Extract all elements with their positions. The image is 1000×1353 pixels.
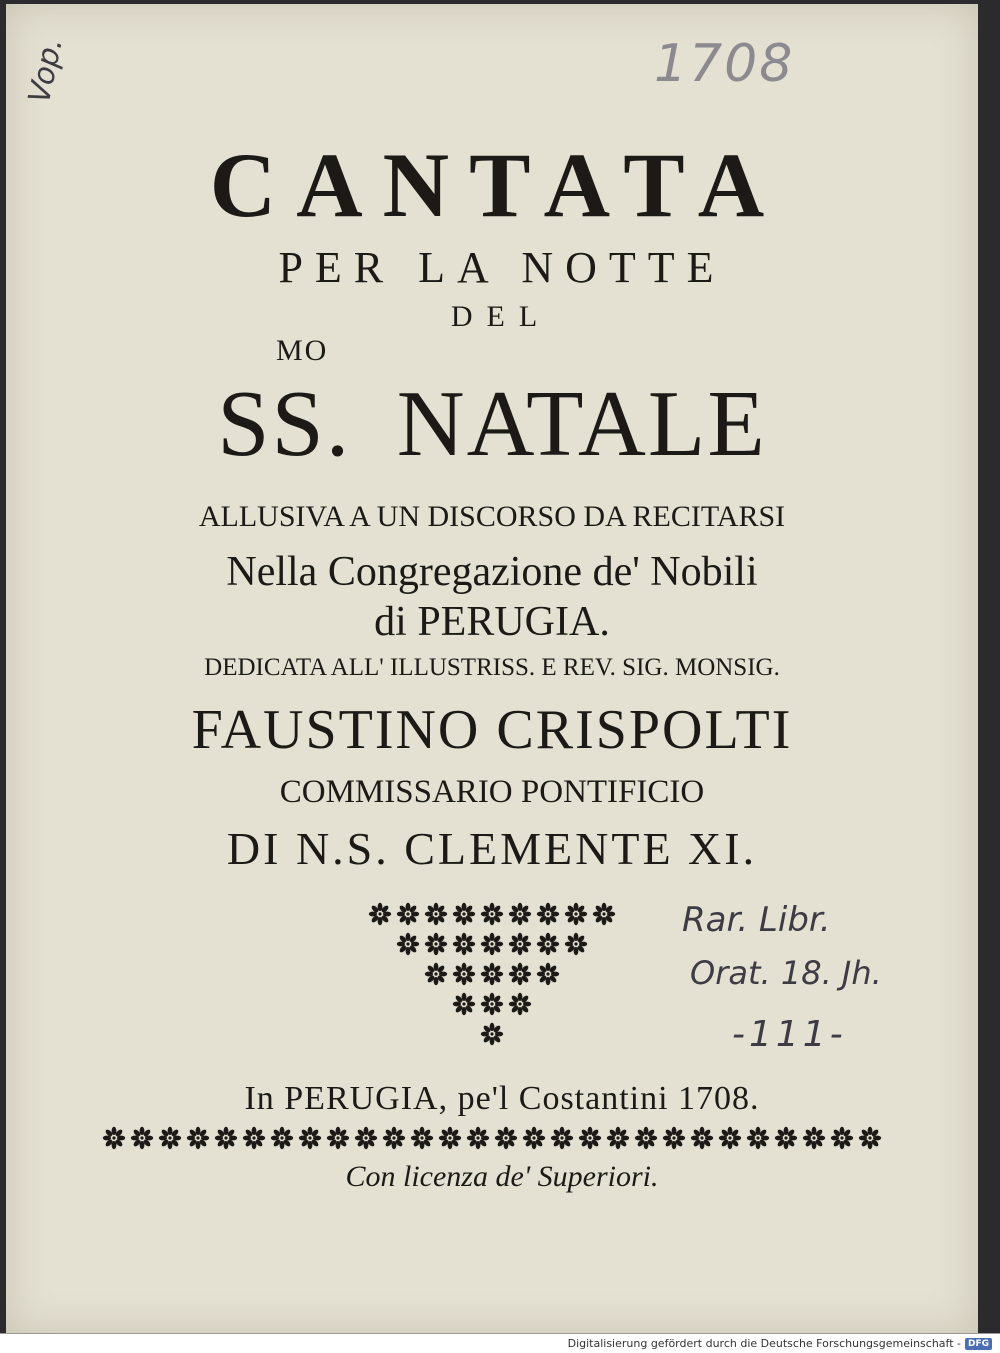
flower-ornament-icon — [480, 1022, 504, 1046]
handwritten-year: 1708 — [654, 34, 795, 94]
footer-bar — [0, 1333, 1000, 1353]
flower-ornament-icon — [480, 992, 504, 1016]
flower-ornament-icon — [158, 1126, 182, 1150]
flower-ornament-icon — [424, 962, 448, 986]
handwritten-note-top-left: Vop. — [22, 34, 70, 107]
flower-ornament-icon — [480, 932, 504, 956]
flower-ornament-icon — [662, 1126, 686, 1150]
ornament-row-2 — [6, 932, 978, 956]
flower-ornament-icon — [424, 932, 448, 956]
title-ss-abbr: SS. — [217, 372, 352, 476]
flower-ornament-icon — [746, 1126, 770, 1150]
flower-ornament-icon — [508, 962, 532, 986]
flower-ornament-icon — [536, 932, 560, 956]
di-perugia-line: di PERUGIA. — [374, 599, 610, 645]
flower-ornament-icon — [438, 1126, 462, 1150]
flower-ornament-icon — [298, 1126, 322, 1150]
flower-ornament-icon — [186, 1126, 210, 1150]
flower-ornament-icon — [424, 902, 448, 926]
flower-ornament-icon — [606, 1126, 630, 1150]
flower-ornament-icon — [326, 1126, 350, 1150]
flower-ornament-icon — [466, 1126, 490, 1150]
footer-text: Digitalisierung gefördert durch die Deutsche Forschungsgemeinschaft - — [567, 1337, 961, 1350]
flower-ornament-icon — [564, 902, 588, 926]
flower-ornament-icon — [452, 932, 476, 956]
flower-ornament-icon — [452, 962, 476, 986]
flower-ornament-icon — [270, 1126, 294, 1150]
flower-ornament-icon — [452, 992, 476, 1016]
title-cantata: CANTATA — [209, 134, 785, 236]
flower-ornament-icon — [452, 902, 476, 926]
dfg-logo: DFG — [965, 1338, 992, 1350]
flower-ornament-icon — [508, 992, 532, 1016]
commissario-line: COMMISSARIO PONTIFICIO — [279, 774, 705, 810]
nella-congregazione-line: Nella Congregazione de' Nobili — [226, 549, 758, 595]
flower-ornament-icon — [522, 1126, 546, 1150]
flower-ornament-icon — [634, 1126, 658, 1150]
flower-ornament-icon — [354, 1126, 378, 1150]
allusiva-line: ALLUSIVA A UN DISCORSO DA RECITARSI — [198, 500, 786, 533]
flower-ornament-icon — [858, 1126, 882, 1150]
flower-ornament-icon — [718, 1126, 742, 1150]
title-superscript: MO — [276, 334, 329, 367]
title-natale: NATALE — [396, 372, 767, 476]
title-ss-natale — [6, 370, 978, 478]
shelfmark-line-2: Orat. 18. Jh. — [690, 954, 882, 992]
flower-ornament-icon — [382, 1126, 406, 1150]
imprint-place: In PERUGIA, pe'l Costantini 1708. — [244, 1080, 760, 1117]
title-del: DEL — [450, 300, 552, 333]
flower-ornament-icon — [368, 902, 392, 926]
flower-ornament-icon — [802, 1126, 826, 1150]
flower-ornament-icon — [396, 932, 420, 956]
flower-ornament-icon — [396, 902, 420, 926]
clemente-line: DI N.S. CLEMENTE XI. — [226, 823, 758, 874]
flower-ornament-icon — [410, 1126, 434, 1150]
flower-ornament-icon — [508, 902, 532, 926]
shelfmark-line-3: -111- — [732, 1014, 847, 1055]
flower-ornament-icon — [242, 1126, 266, 1150]
title-per-la-notte: PER LA NOTTE — [278, 243, 726, 292]
flower-ornament-icon — [130, 1126, 154, 1150]
ornament-row-1 — [6, 902, 978, 926]
dedicata-line: DEDICATA ALL' ILLUSTRISS. E REV. SIG. MONSIG. — [204, 654, 780, 681]
ornament-row-4 — [6, 992, 978, 1016]
flower-ornament-icon — [536, 962, 560, 986]
flower-ornament-icon — [830, 1126, 854, 1150]
flower-ornament-icon — [592, 902, 616, 926]
flower-ornament-icon — [480, 962, 504, 986]
ornament-band — [6, 1126, 978, 1150]
flower-ornament-icon — [578, 1126, 602, 1150]
imprint-license: Con licenza de' Superiori. — [345, 1160, 659, 1193]
flower-ornament-icon — [214, 1126, 238, 1150]
flower-ornament-icon — [774, 1126, 798, 1150]
flower-ornament-icon — [690, 1126, 714, 1150]
shelfmark-line-1: Rar. Libr. — [682, 900, 831, 940]
dedicatee-name: FAUSTINO CRISPOLTI — [191, 699, 793, 761]
flower-ornament-icon — [508, 932, 532, 956]
flower-ornament-icon — [536, 902, 560, 926]
flower-ornament-icon — [550, 1126, 574, 1150]
flower-ornament-icon — [102, 1126, 126, 1150]
flower-ornament-icon — [564, 932, 588, 956]
document-page — [6, 4, 978, 1334]
flower-ornament-icon — [494, 1126, 518, 1150]
flower-ornament-icon — [480, 902, 504, 926]
